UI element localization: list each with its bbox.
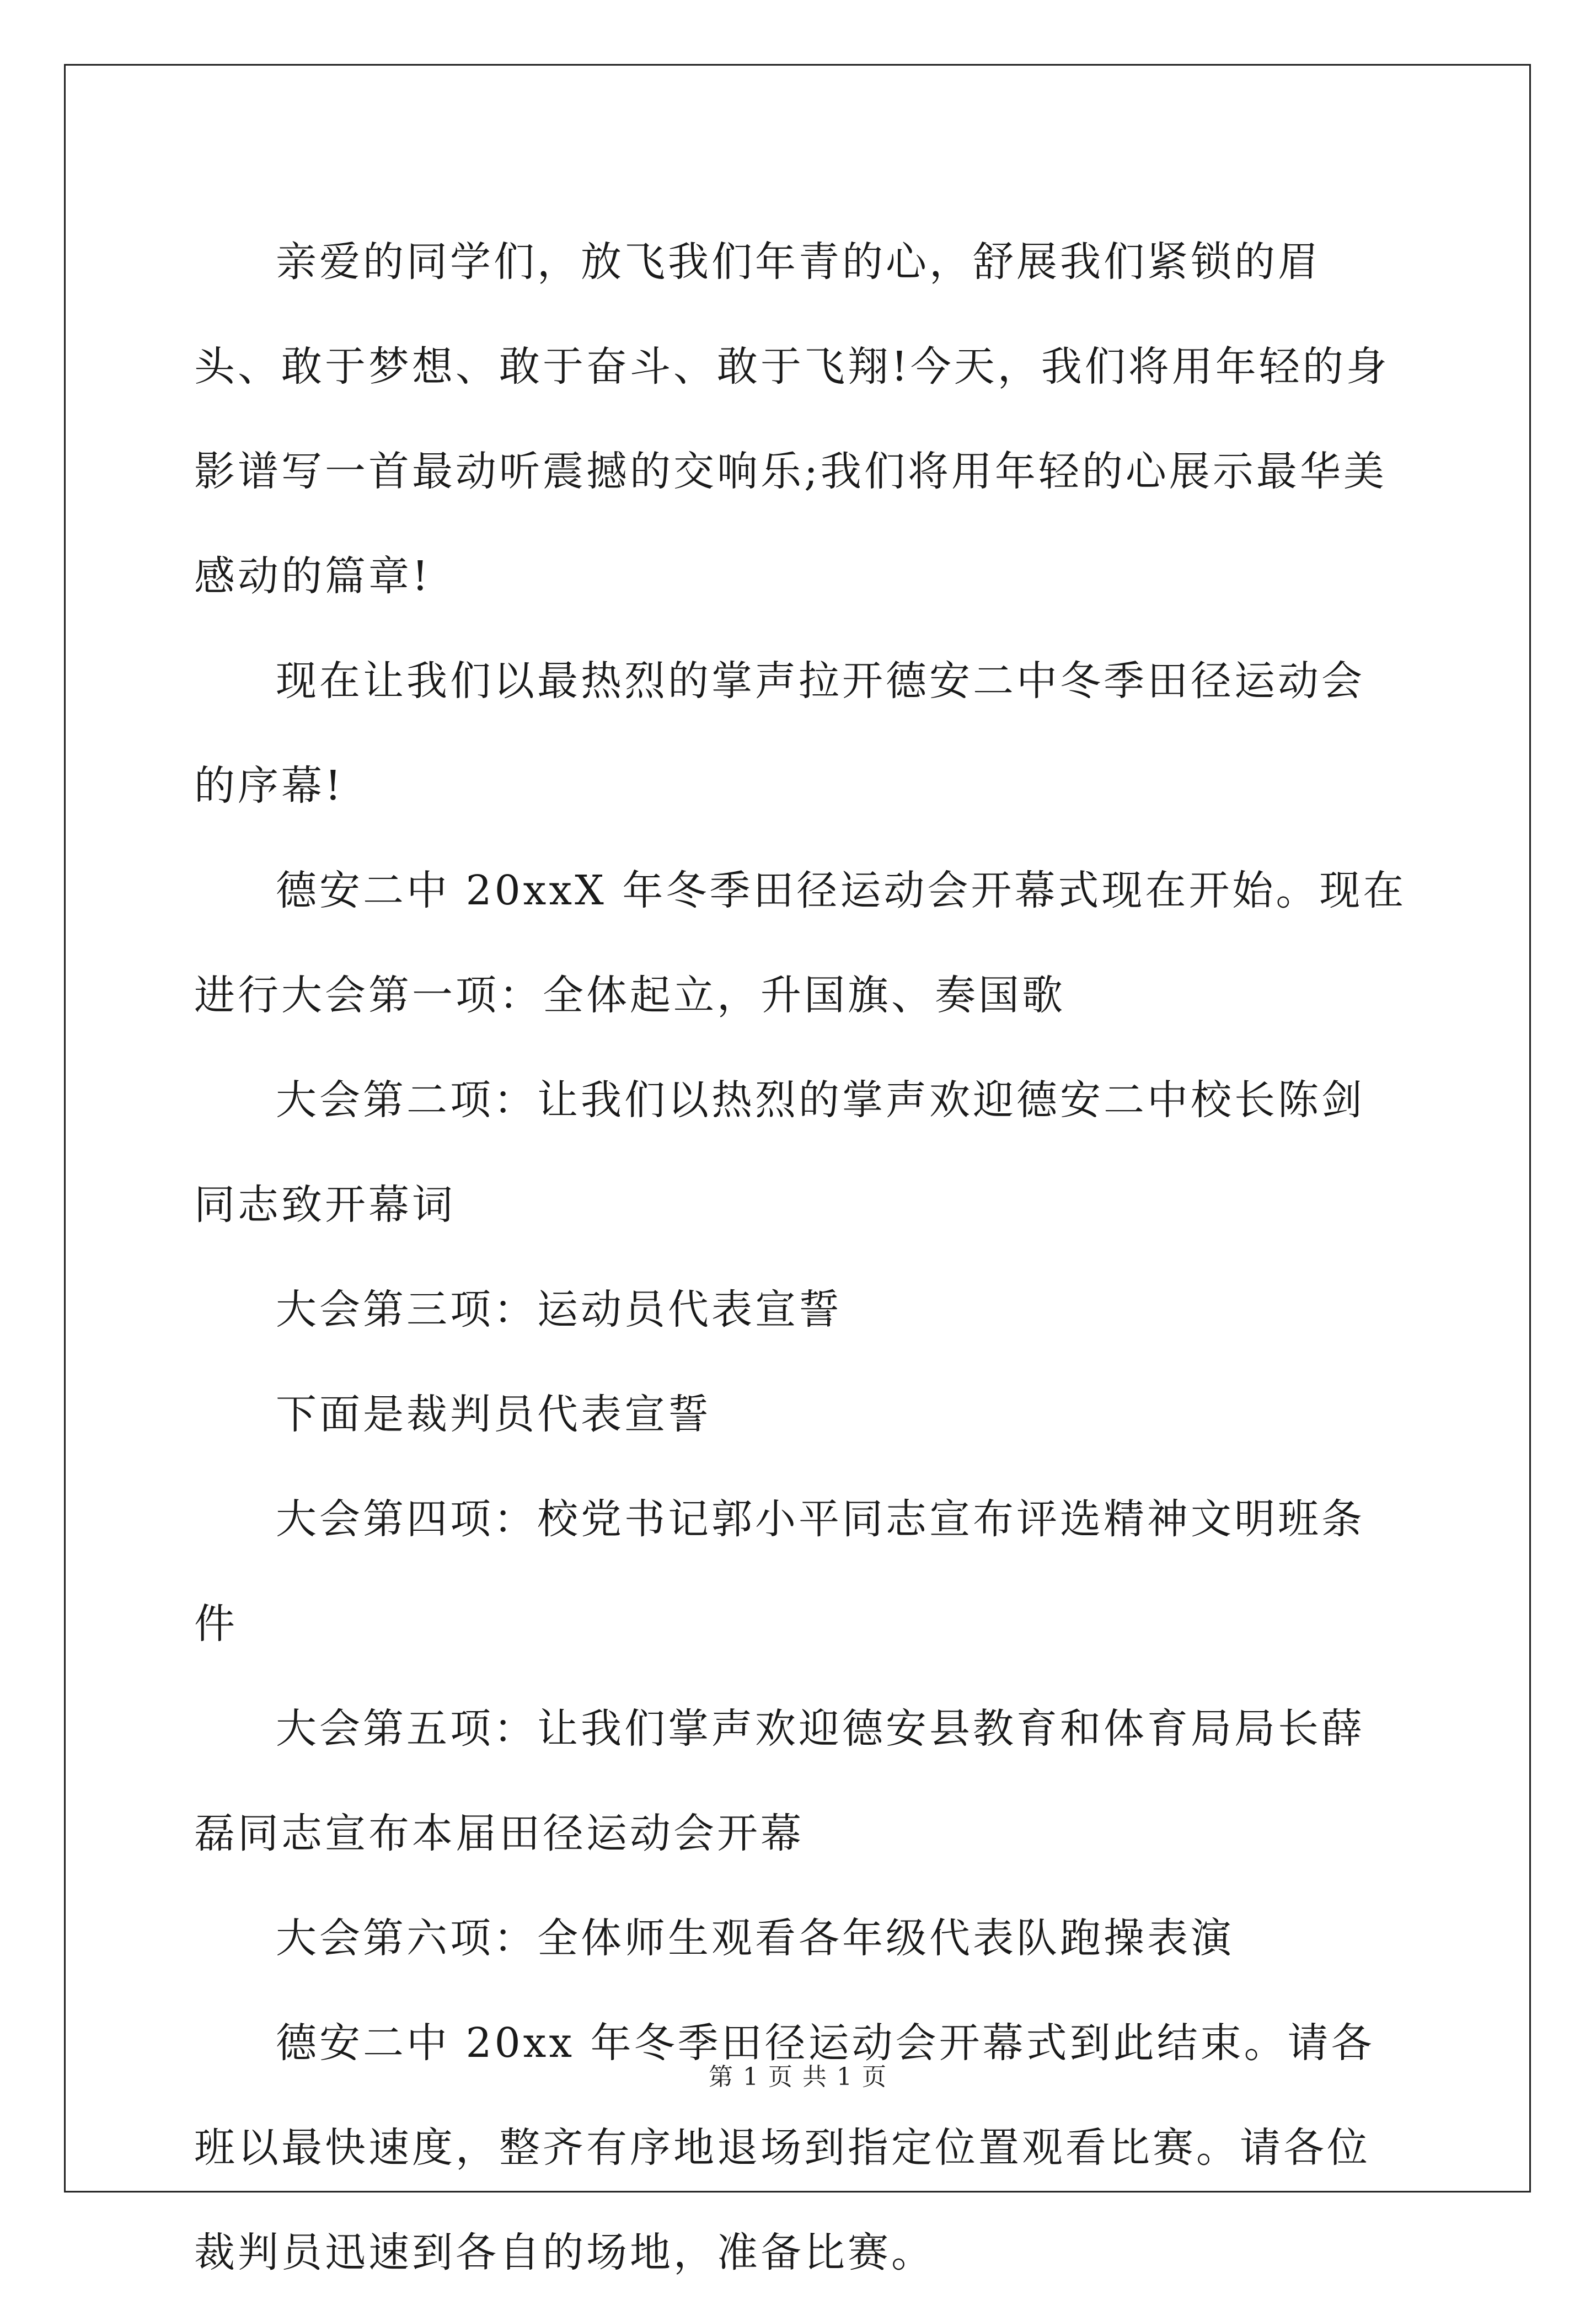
paragraph: 大会第二项：让我们以热烈的掌声欢迎德安二中校长陈剑同志致开幕词 — [194, 1076, 1365, 1229]
paragraph: 大会第四项：校党书记郭小平同志宣布评选精神文明班条件 — [194, 1495, 1365, 1648]
page-number-footer: 第 1 页 共 1 页 — [709, 2063, 887, 2091]
paragraph: 德安二中 20xx 年冬季田径运动会开幕式到此结束。请各班以最快速度，整齐有序地退场到指定位置观看比赛。请各位裁判员迅速到各自的场地，准备比赛。 — [194, 2019, 1375, 2276]
paragraph: 大会第五项：让我们掌声欢迎德安县教育和体育局局长薛磊同志宣布本届田径运动会开幕 — [194, 1705, 1365, 1857]
paragraph: 大会第三项：运动员代表宣誓 — [276, 1286, 842, 1333]
document-body — [194, 210, 1407, 2305]
paragraph: 现在让我们以最热烈的掌声拉开德安二中冬季田径运动会的序幕! — [194, 657, 1365, 810]
paragraph: 大会第六项：全体师生观看各年级代表队跑操表演 — [276, 1915, 1234, 1962]
paragraph: 德安二中 20xxX 年冬季田径运动会开幕式现在开始。现在进行大会第一项：全体起立，升国旗、奏国歌 — [194, 867, 1407, 1019]
paragraph: 亲爱的同学们，放飞我们年青的心，舒展我们紧锁的眉头、敢于梦想、敢于奋斗、敢于飞翔!今天，我们将用年轻的身影谱写一首最动听震撼的交响乐;我们将用年轻的心展示最华美感动的篇章! — [194, 238, 1390, 600]
paragraph: 下面是裁判员代表宣誓 — [276, 1391, 711, 1438]
